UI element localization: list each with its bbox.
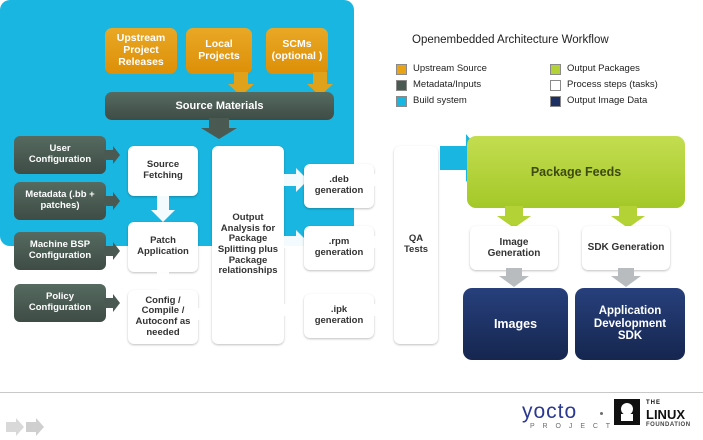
step-label: SDK Generation (587, 242, 665, 254)
legend-swatch-output-packages (550, 64, 561, 75)
result-label: Application Development SDK (593, 304, 667, 343)
legend-label-process-steps: Process steps (tasks) (567, 79, 658, 90)
step-ipk-generation (304, 294, 374, 338)
legend-swatch-output-image-data (550, 96, 561, 107)
legend-title: Openembedded Architecture Workflow (412, 34, 609, 46)
input-metadata (14, 182, 106, 220)
legend-label-metadata-inputs: Metadata/Inputs (413, 79, 482, 90)
source-materials-bar (105, 92, 334, 120)
step-rpm-generation (304, 226, 374, 270)
output-analysis-label: Output Analysis for Package Splitting plus Package relationships (217, 212, 279, 277)
yocto-wordmark: yocto (522, 400, 578, 423)
input-label: Metadata (.bb + patches) (25, 189, 95, 211)
legend-swatch-upstream-source (396, 64, 407, 75)
result-images (463, 288, 568, 360)
source-scms-optional (266, 28, 328, 74)
step-deb-generation (304, 164, 374, 208)
output-analysis-box (212, 146, 284, 344)
input-label: User Configuration (28, 143, 92, 165)
result-label: Images (493, 317, 538, 331)
input-label: Policy Configuration (28, 291, 92, 313)
source-materials-label: Source Materials (175, 99, 264, 112)
footer-divider (0, 392, 703, 393)
step-label: .ipk generation (314, 304, 364, 326)
step-label: Config / Compile / Autoconf as needed (135, 294, 191, 338)
step-image-generation (470, 226, 558, 270)
legend-label-output-image-data: Output Image Data (567, 95, 648, 106)
linux-the-text: THE (646, 400, 661, 406)
step-flow-arrows (150, 194, 180, 294)
linux-foundation-logo-icon (614, 399, 642, 427)
source-label: SCMs (optional ) (271, 38, 323, 62)
source-local-projects (186, 28, 252, 74)
step-label: .deb generation (314, 174, 364, 196)
input-machine-bsp-configuration (14, 232, 106, 270)
legend-label-output-packages: Output Packages (567, 63, 640, 74)
source-upstream-project-releases (105, 28, 177, 74)
step-sdk-generation (582, 226, 670, 270)
generation-to-results-arrows (470, 268, 670, 288)
source-label: Local Projects (198, 38, 240, 62)
linux-name-text: LINUX (646, 407, 685, 422)
legend-swatch-build-system (396, 96, 407, 107)
step-qa-tests (394, 146, 438, 344)
legend-swatch-metadata-inputs (396, 80, 407, 91)
package-feeds-label: Package Feeds (530, 165, 622, 179)
source-label: Upstream Project Releases (116, 32, 166, 68)
result-application-development-sdk (575, 288, 685, 360)
package-feeds-box (467, 136, 685, 208)
separator-dot (600, 412, 603, 415)
yocto-project-subtext: P R O J E C T (530, 423, 614, 430)
input-policy-configuration (14, 284, 106, 322)
step-config-compile-autoconf (128, 290, 198, 344)
step-label: .rpm generation (314, 236, 364, 258)
legend-label-upstream-source: Upstream Source (413, 63, 487, 74)
step-source-fetching (128, 146, 198, 196)
step-label: Image Generation (487, 236, 541, 259)
generation-to-qa-arrows (374, 160, 396, 340)
linux-foundation-text: FOUNDATION (646, 422, 691, 428)
source-materials-down-arrow (195, 118, 255, 140)
legend-swatch-process-steps (550, 80, 561, 91)
input-connector-arrows (104, 136, 120, 326)
step-label: QA Tests (403, 233, 429, 255)
step-label: Source Fetching (143, 159, 183, 181)
bottom-left-decoration-icon (6, 418, 58, 438)
input-label: Machine BSP Configuration (28, 239, 92, 261)
input-user-configuration (14, 136, 106, 174)
legend-label-build-system: Build system (413, 95, 467, 106)
step-label: Patch Application (137, 235, 189, 257)
